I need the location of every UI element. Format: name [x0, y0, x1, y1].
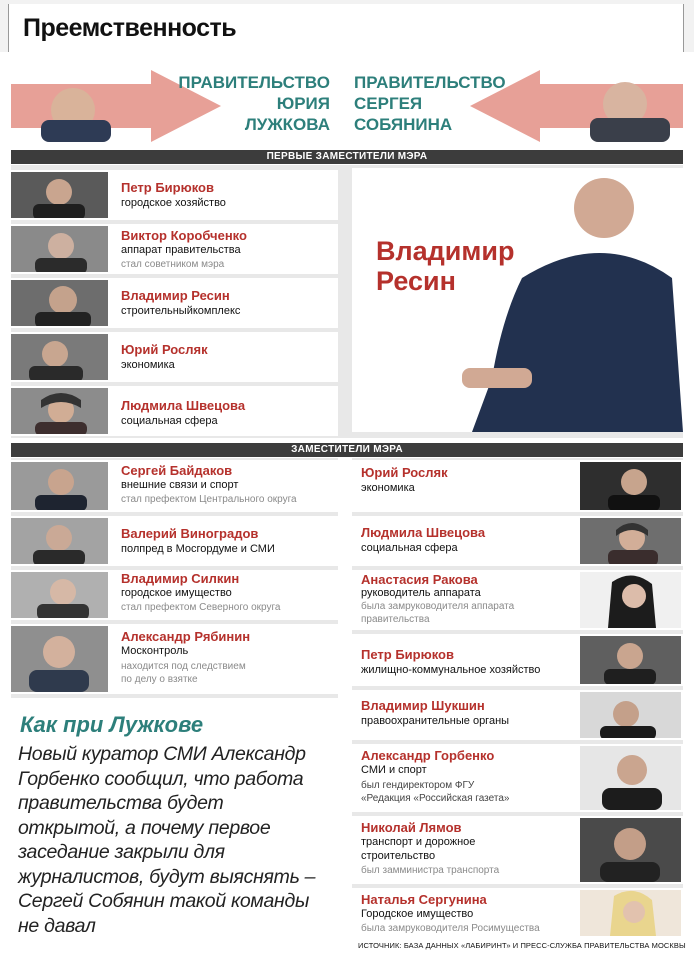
- sidebar-line: Горбенко сообщил, что работа: [18, 767, 304, 790]
- sidebar-line: журналистов, будут выяснять –: [18, 865, 316, 888]
- person-role: Москонтроль: [121, 645, 189, 657]
- portrait-photo: [580, 746, 681, 810]
- person-note: была замруководителя Росимущества: [361, 923, 540, 934]
- deputy-row: [352, 690, 683, 740]
- header-right-line-2: СЕРГЕЯ: [354, 94, 423, 113]
- featured-panel: [352, 168, 683, 432]
- portrait-photo: [580, 818, 681, 882]
- header-left-line-1: ПРАВИТЕЛЬСТВО: [178, 73, 330, 92]
- portrait-photo: [11, 172, 108, 218]
- person-role: социальная сфера: [121, 415, 218, 427]
- deputy-row: [11, 624, 338, 694]
- person-role: транспорт и дорожное: [361, 836, 476, 848]
- portrait-photo: [11, 572, 108, 618]
- header-divider: [340, 70, 342, 144]
- sidebar-line: правительства будет: [18, 792, 224, 814]
- page-title: Преемственность: [23, 14, 237, 42]
- person-name: Людмила Швецова: [121, 398, 246, 413]
- featured-name: [376, 236, 514, 296]
- person-name: Александр Горбенко: [361, 748, 495, 763]
- deputy-row: [352, 570, 683, 630]
- person-name: Анастасия Ракова: [361, 572, 478, 587]
- person-role: строительныйкомплекс: [121, 305, 241, 317]
- person-role: городское имущество: [121, 587, 232, 599]
- sidebar-text: [18, 742, 338, 938]
- person-note: «Редакция «Российская газета»: [361, 793, 510, 804]
- person-name: Сергей Байдаков: [121, 463, 233, 478]
- person-role: жилищно-коммунальное хозяйство: [361, 664, 541, 676]
- first-deputies-heading: ПЕРВЫЕ ЗАМЕСТИТЕЛИ МЭРА: [11, 150, 683, 164]
- sidebar-title: Как при Лужкове: [20, 712, 204, 737]
- featured-portrait: [352, 168, 683, 432]
- deputy-row: [352, 816, 683, 884]
- portrait-photo: [580, 692, 681, 738]
- person-name: Юрий Росляк: [121, 342, 208, 357]
- person-name: Людмила Швецова: [361, 525, 486, 540]
- featured-first-name: Владимир: [376, 236, 515, 266]
- person-name: Владимир Шукшин: [361, 698, 485, 713]
- header-left-line-3: ЛУЖКОВА: [244, 115, 330, 134]
- person-role: городское хозяйство: [121, 197, 226, 209]
- deputy-row: [352, 460, 683, 512]
- person-role: правоохранительные органы: [361, 715, 510, 727]
- first-deputy-row: [11, 332, 338, 382]
- header-right-line-1: ПРАВИТЕЛЬСТВО: [354, 73, 506, 92]
- person-note: был гендиректором ФГУ: [361, 780, 475, 791]
- person-note: находится под следствием: [121, 661, 246, 672]
- person-note: был замминистра транспорта: [361, 865, 500, 876]
- header-left-line-2: ЮРИЯ: [276, 94, 330, 113]
- first-deputy-row: [11, 224, 338, 274]
- portrait-photo: [580, 636, 681, 684]
- person-name: Владимир Силкин: [121, 571, 240, 586]
- deputies-heading: ЗАМЕСТИТЕЛИ МЭРА: [11, 443, 683, 457]
- person-note: стал префектом Центрального округа: [121, 494, 297, 505]
- featured-last-name: Ресин: [376, 266, 456, 296]
- person-note: правительства: [361, 614, 430, 625]
- person-name: Петр Бирюков: [121, 180, 214, 195]
- deputy-row: [352, 888, 683, 938]
- person-name: Петр Бирюков: [361, 647, 454, 662]
- deputy-row: [11, 570, 338, 620]
- person-role: полпред в Мосгордуме и СМИ: [121, 543, 275, 555]
- person-role: СМИ и спорт: [361, 764, 427, 776]
- person-role: аппарат правительства: [121, 244, 241, 256]
- deputy-row: [11, 516, 338, 566]
- header-right-line-3: СОБЯНИНА: [354, 115, 453, 134]
- portrait-photo: [11, 388, 108, 434]
- portrait-photo: [580, 518, 681, 564]
- deputy-row: [352, 634, 683, 686]
- deputy-row: [352, 744, 683, 812]
- person-note: по делу о взятке: [121, 674, 198, 685]
- portrait-photo: [580, 890, 681, 936]
- person-note: стал префектом Северного округа: [121, 602, 281, 613]
- title-box: [8, 4, 684, 52]
- person-name: Наталья Сергунина: [361, 892, 487, 907]
- person-name: Николай Лямов: [361, 820, 462, 835]
- person-role: экономика: [361, 482, 415, 494]
- first-deputy-row: [11, 386, 338, 436]
- deputy-row: [11, 460, 338, 512]
- person-role: руководитель аппарата: [361, 587, 481, 599]
- person-name: Виктор Коробченко: [121, 228, 247, 243]
- person-name: Юрий Росляк: [361, 465, 448, 480]
- source-note: ИСТОЧНИК: БАЗА ДАННЫХ «ЛАБИРИНТ» И ПРЕСС-СЛУЖБА ПРАВИТЕЛЬСТВА МОСКВЫ: [358, 941, 686, 950]
- portrait-photo: [11, 462, 108, 510]
- sidebar-line: Новый куратор СМИ Александр: [18, 743, 306, 765]
- luzhkov-government-label: [150, 72, 330, 135]
- deputy-row: [352, 516, 683, 566]
- portrait-photo: [11, 280, 108, 326]
- first-deputy-row: [11, 278, 338, 328]
- sidebar-line: открытой, а почему первое: [18, 816, 271, 839]
- portrait-photo: [11, 334, 108, 380]
- portrait-photo: [580, 572, 681, 628]
- person-role: внешние связи и спорт: [121, 479, 239, 491]
- sidebar-line: Сергей Собянин такой команды: [18, 890, 310, 912]
- person-role: строительство: [361, 850, 436, 862]
- person-role: социальная сфера: [361, 542, 458, 554]
- person-role: Городское имущество: [361, 908, 474, 920]
- sidebar-line: не давал: [18, 914, 96, 937]
- portrait-photo: [11, 518, 108, 564]
- person-role: экономика: [121, 359, 175, 371]
- person-name: Валерий Виноградов: [121, 526, 259, 541]
- portrait-photo: [580, 462, 681, 510]
- person-name: Владимир Ресин: [121, 288, 230, 303]
- portrait-photo: [11, 626, 108, 692]
- person-note: стал советником мэра: [121, 259, 225, 270]
- sidebar-line: заседание закрыли для: [18, 841, 225, 863]
- sobyanin-government-label: [354, 72, 534, 135]
- person-name: Александр Рябинин: [121, 629, 251, 644]
- first-deputy-row: [11, 170, 338, 220]
- portrait-photo: [11, 226, 108, 272]
- person-note: была замруководителя аппарата: [361, 601, 515, 612]
